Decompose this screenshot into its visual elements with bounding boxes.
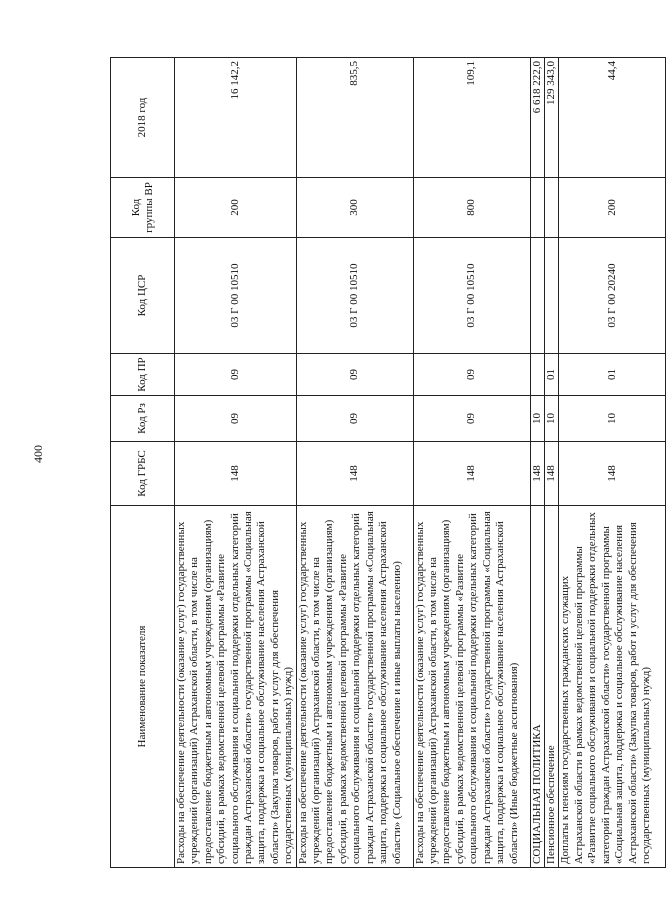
row-rz: 09 [175, 396, 297, 442]
budget-table-container [110, 58, 652, 868]
row-rz: 10 [530, 396, 544, 442]
row-pr: 01 [559, 354, 666, 396]
header-csr: Код ЦСР [111, 238, 175, 354]
row-value: 129 343,0 [545, 58, 559, 178]
row-grbs: 148 [175, 442, 297, 506]
row-grbs: 148 [530, 442, 544, 506]
row-rz: 09 [413, 396, 530, 442]
table-row [413, 58, 530, 868]
row-name: Пенсионное обеспечение [545, 506, 559, 868]
budget-table-rotated [110, 58, 652, 868]
row-rz: 10 [559, 396, 666, 442]
row-rz: 09 [296, 396, 413, 442]
page-number: 400 [31, 445, 45, 463]
header-pr: Код ПР [111, 354, 175, 396]
header-name: Наименование показателя [111, 506, 175, 868]
row-grbs: 148 [559, 442, 666, 506]
row-vr: 200 [175, 178, 297, 238]
row-csr: 03 Г 00 10510 [175, 238, 297, 354]
row-name: Расходы на обеспечение деятельности (оказание услуг) государственных учреждений (организаций) Астраханской области, в том числе на предоставление бюджетным и автономным учреждениям (организациям) субсидий, в рамках ведомственной целевой программы «Развитие социального обслуживания и социальной поддержки отдельных категорий граждан Астраханской области» государственной программы «Социальная защита, поддержка и социальное обслуживание населения Астраханской области» (Закупка товаров, работ и услуг для обеспечения государственных (муниципальных) нужд) [175, 506, 297, 868]
row-vr: 800 [413, 178, 530, 238]
row-pr: 09 [296, 354, 413, 396]
row-grbs: 148 [296, 442, 413, 506]
row-pr: 01 [545, 354, 559, 396]
row-csr: 03 Г 00 10510 [296, 238, 413, 354]
row-value: 16 142,2 [175, 58, 297, 178]
row-vr: 200 [559, 178, 666, 238]
row-vr [545, 178, 559, 238]
table-header-row [111, 58, 175, 868]
header-rz: Код Рз [111, 396, 175, 442]
table-row [175, 58, 297, 868]
row-rz: 10 [545, 396, 559, 442]
header-year: 2018 год [111, 58, 175, 178]
row-csr: 03 Г 00 10510 [413, 238, 530, 354]
table-row [559, 58, 666, 868]
row-pr [530, 354, 544, 396]
budget-table [110, 57, 666, 868]
row-value: 835,5 [296, 58, 413, 178]
row-pr: 09 [175, 354, 297, 396]
row-grbs: 148 [545, 442, 559, 506]
row-pr: 09 [413, 354, 530, 396]
row-csr [530, 238, 544, 354]
header-vr: Код группы ВР [111, 178, 175, 238]
row-csr [545, 238, 559, 354]
row-name: Доплаты к пенсиям государственных гражданских служащих Астраханской области в рамках ведомственной целевой программы «Развитие социального обслуживания и социальной поддержки отдельных категорий граждан Астраханской области» государственной программы «Социальная защита, поддержка и социальное обслуживание населения Астраханской области» (Закупка товаров, работ и услуг для обеспечения государственных (муниципальных) нужд) [559, 506, 666, 868]
header-grbs: Код ГРБС [111, 442, 175, 506]
row-csr: 03 Г 00 20240 [559, 238, 666, 354]
row-value: 6 618 222,0 [530, 58, 544, 178]
row-name: СОЦИАЛЬНАЯ ПОЛИТИКА [530, 506, 544, 868]
row-vr [530, 178, 544, 238]
row-name: Расходы на обеспечение деятельности (оказание услуг) государственных учреждений (организаций) Астраханской области, в том числе на предоставление бюджетным и автономным учреждениям (организациям) субсидий, в рамках ведомственной целевой программы «Развитие социального обслуживания и социальной поддержки отдельных категорий граждан Астраханской области» государственной программы «Социальная защита, поддержка и социальное обслуживание населения Астраханской области» (Иные бюджетные ассигнования) [413, 506, 530, 868]
row-vr: 300 [296, 178, 413, 238]
row-value: 44,4 [559, 58, 666, 178]
table-row [530, 58, 544, 868]
table-row [296, 58, 413, 868]
table-row [545, 58, 559, 868]
row-name: Расходы на обеспечение деятельности (оказание услуг) государственных учреждений (организаций) Астраханской области, в том числе на предоставление бюджетным и автономным учреждениям (организациям) субсидий, в рамках ведомственной целевой программы «Развитие социального обслуживания и социальной поддержки отдельных категорий граждан Астраханской области» государственной программы «Социальная защита, поддержка и социальное обслуживание населения Астраханской области» (Социальное обеспечение и иные выплаты населению) [296, 506, 413, 868]
row-grbs: 148 [413, 442, 530, 506]
row-value: 109,1 [413, 58, 530, 178]
